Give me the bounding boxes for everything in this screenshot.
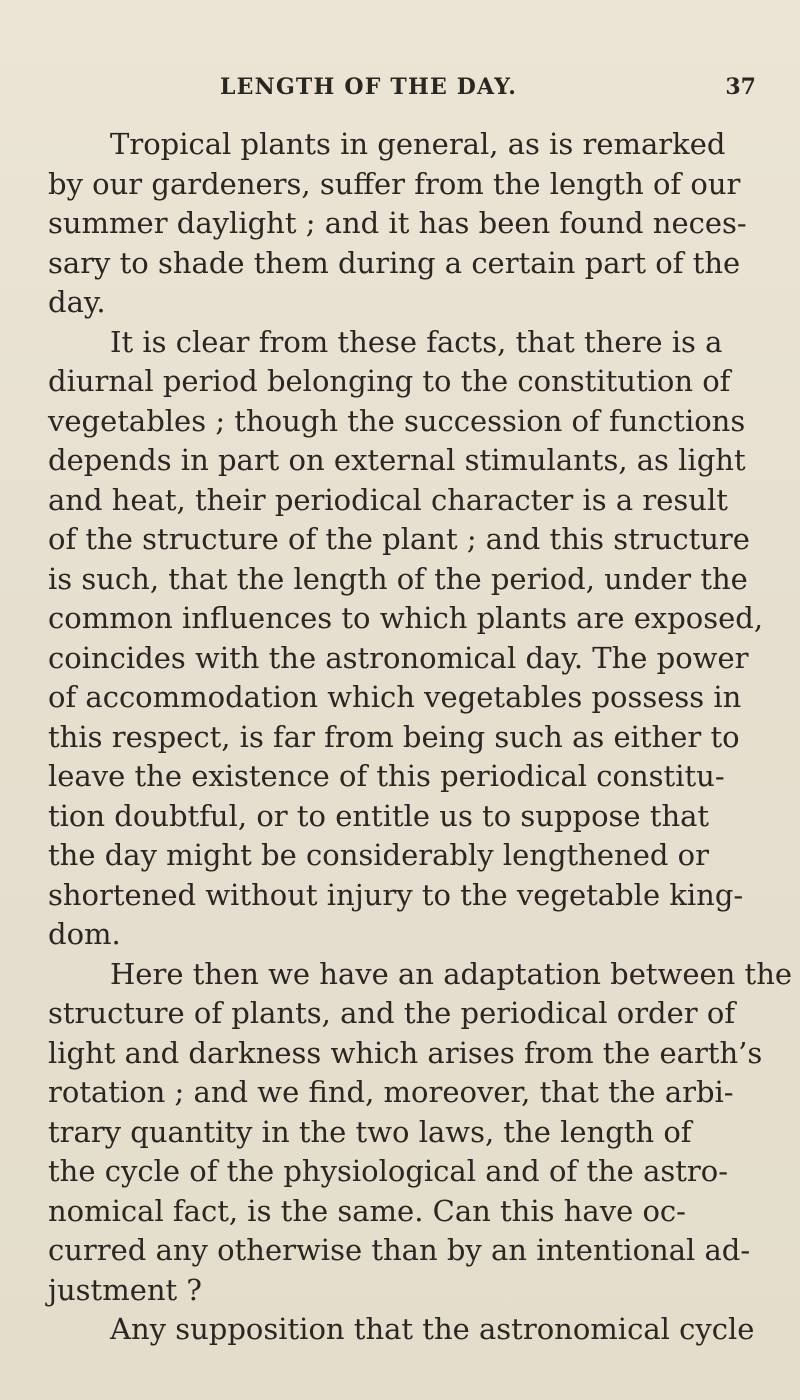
text-line: Tropical plants in general, as is remarked [110, 127, 726, 161]
paragraph-3 [48, 955, 793, 1311]
text-line: shortened without injury to the vegetable king- [48, 877, 744, 912]
text-line: It is clear from these facts, that there is a [110, 324, 723, 359]
text-line: this respect, is far from being such as either to [48, 719, 740, 754]
text-line: justment ? [48, 1272, 202, 1307]
text-line: structure of plants, and the periodical order of [48, 996, 736, 1030]
body-text [48, 125, 793, 1350]
text-line: is such, that the length of the period, under the [48, 561, 748, 596]
text-line: sary to shade them during a certain part of the [48, 245, 741, 280]
paragraph-1 [48, 125, 763, 323]
text-line: of the structure of the plant ; and this structure [48, 522, 750, 556]
page-number: 37 [725, 74, 756, 100]
text-line: and heat, their periodical character is a result [48, 482, 728, 517]
text-line: light and darkness which arises from the earth’s [48, 1035, 763, 1070]
running-title: LENGTH OF THE DAY. [220, 74, 518, 100]
text-line: rotation ; and we find, moreover, that the arbi- [48, 1075, 734, 1109]
text-line: tion doubtful, or to entitle us to suppose that [48, 798, 710, 833]
text-line: Any supposition that the astronomical cycle [110, 1312, 755, 1346]
text-line: curred any otherwise than by an intentional ad- [48, 1233, 751, 1267]
text-line: coincides with the astronomical day. The power [48, 640, 749, 675]
text-line: common influences to which plants are exposed, [48, 601, 764, 635]
text-line: the day might be considerably lengthened or [48, 838, 709, 872]
text-line: by our gardeners, suffer from the length of our [48, 166, 741, 201]
paragraph-2 [48, 323, 763, 955]
text-line: depends in part on external stimulants, as light [48, 443, 746, 477]
text-line: diurnal period belonging to the constitution of [48, 364, 731, 398]
text-line: Here then we have an adaptation between the [110, 956, 793, 991]
text-line: dom. [48, 917, 121, 951]
text-line: trary quantity in the two laws, the length of [48, 1114, 692, 1149]
paragraph-4 [48, 1310, 763, 1350]
text-line: leave the existence of this periodical constitu- [48, 759, 725, 793]
text-line: the cycle of the physiological and of the astro- [48, 1154, 729, 1188]
text-line: nomical fact, is the same. Can this have oc- [48, 1193, 686, 1228]
text-line: of accommodation which vegetables possess in [48, 680, 742, 714]
page-header [48, 74, 764, 108]
text-line: summer daylight ; and it has been found neces- [48, 206, 747, 240]
text-line: day. [48, 285, 106, 319]
text-line: vegetables ; though the succession of functions [48, 403, 746, 438]
